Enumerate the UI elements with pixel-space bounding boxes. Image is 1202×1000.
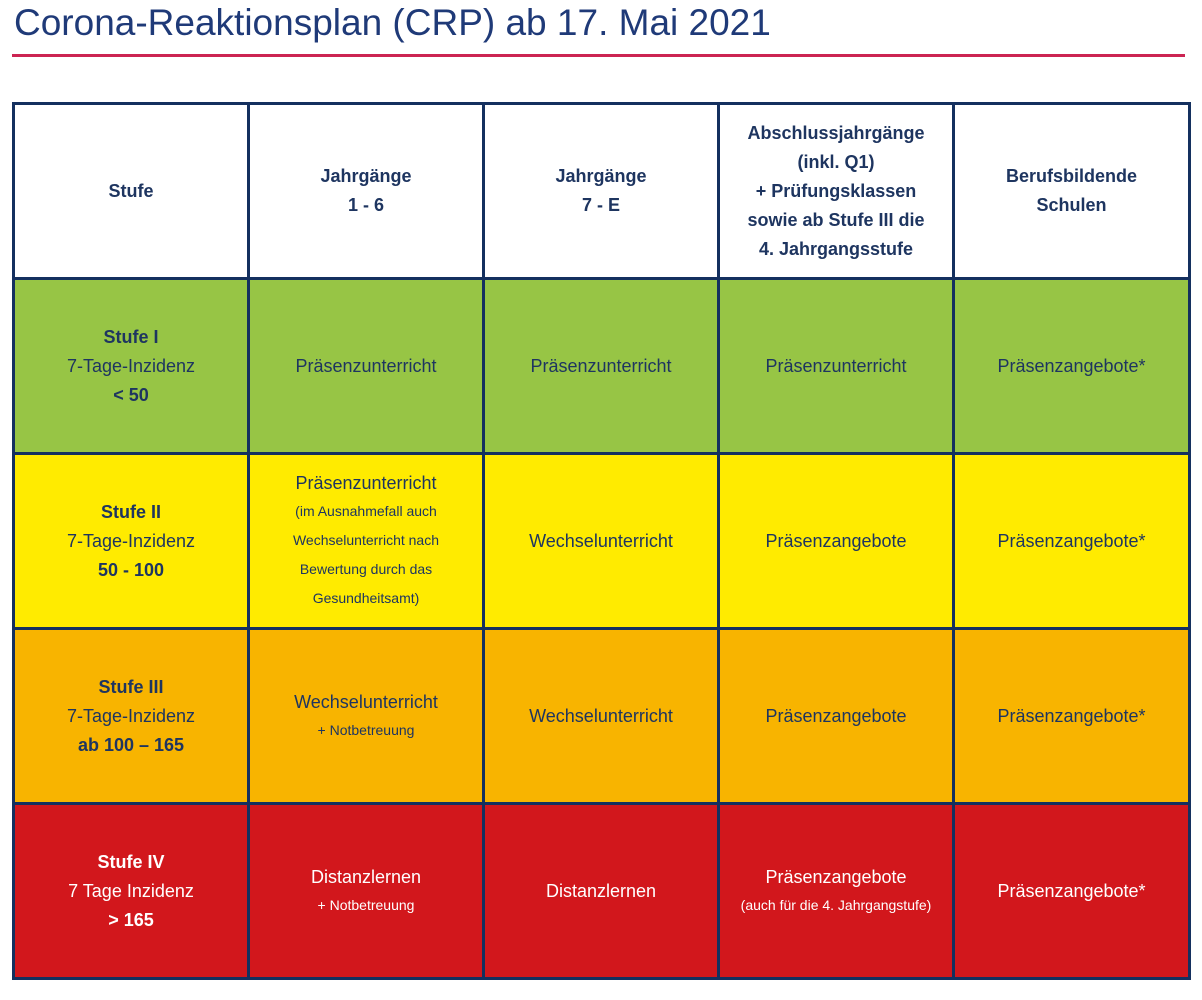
measure-cell: Präsenzangebote*: [954, 279, 1190, 454]
measure-cell: Präsenzunterricht (im Ausnahmefall auch Wechselunterricht nach Bewertung durch das Gesundheitsamt): [249, 454, 484, 629]
measure-cell: Präsenzunterricht: [719, 279, 954, 454]
header-stufe: Stufe: [14, 104, 249, 279]
table-row-stufe-1: [14, 279, 1190, 454]
measure-cell: Wechselunterricht: [484, 629, 719, 804]
table-row-stufe-3: [14, 629, 1190, 804]
level-cell: Stufe I 7-Tage-Inzidenz < 50: [14, 279, 249, 454]
measure-cell: Präsenzunterricht: [249, 279, 484, 454]
measure-cell: Wechselunterricht + Notbetreuung: [249, 629, 484, 804]
level-cell: Stufe IV 7 Tage Inzidenz > 165: [14, 804, 249, 979]
measure-cell: Präsenzunterricht: [484, 279, 719, 454]
measure-cell: Distanzlernen: [484, 804, 719, 979]
title-underline: [12, 54, 1185, 57]
page-title: Corona-Reaktionsplan (CRP) ab 17. Mai 2021: [14, 2, 771, 43]
table-row-stufe-4: [14, 804, 1190, 979]
table-header-row: [14, 104, 1190, 279]
reaction-plan-table: [12, 102, 1191, 980]
measure-cell: Präsenzangebote*: [954, 454, 1190, 629]
table-row-stufe-2: [14, 454, 1190, 629]
level-cell: Stufe III 7-Tage-Inzidenz ab 100 – 165: [14, 629, 249, 804]
level-cell: Stufe II 7-Tage-Inzidenz 50 - 100: [14, 454, 249, 629]
header-abschlussjahrgaenge: Abschlussjahrgänge (inkl. Q1) + Prüfungsklassen sowie ab Stufe III die 4. Jahrgangsstufe: [719, 104, 954, 279]
header-jahrgaenge-7-e: Jahrgänge 7 - E: [484, 104, 719, 279]
measure-cell: Distanzlernen + Notbetreuung: [249, 804, 484, 979]
measure-cell: Präsenzangebote*: [954, 629, 1190, 804]
measure-cell: Präsenzangebote: [719, 454, 954, 629]
header-jahrgaenge-1-6: Jahrgänge 1 - 6: [249, 104, 484, 279]
measure-cell: Wechselunterricht: [484, 454, 719, 629]
measure-cell: Präsenzangebote (auch für die 4. Jahrgangstufe): [719, 804, 954, 979]
header-berufsbildende-schulen: Berufsbildende Schulen: [954, 104, 1190, 279]
measure-cell: Präsenzangebote: [719, 629, 954, 804]
measure-cell: Präsenzangebote*: [954, 804, 1190, 979]
